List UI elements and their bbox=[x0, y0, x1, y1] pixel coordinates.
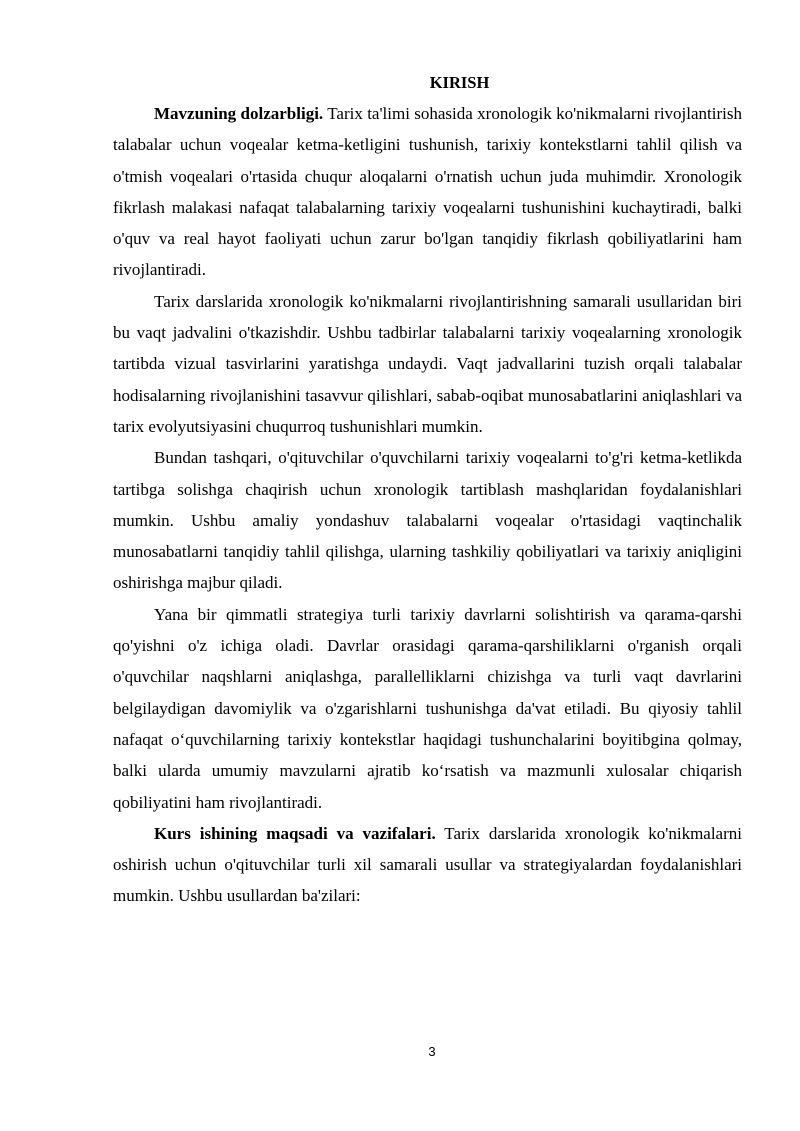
paragraph-comparison bbox=[113, 599, 742, 818]
paragraph-text-relevance: Tarix ta'limi sohasida xronologik ko'nikmalarni rivojlantirish talabalar uchun voqealar ketma-ketligini tushunish, tarixiy kontekstlarni tahlil qilish va o'tmish voqealari o'rtasida chuqur aloqalarni o'rnatish uchun juda muhimdir. Xronologik fikrlash malakasi nafaqat talabalarning tarixiy voqealarni tushunishini kuchaytiradi, balki o'quv va real hayot faoliyati uchun zarur bo'lgan tanqidiy fikrlash qobiliyatlarini ham rivojlantiradi. bbox=[113, 104, 742, 280]
paragraph-lead-relevance: Mavzuning dolzarbligi. bbox=[154, 104, 324, 123]
paragraph-text-timelines: Tarix darslarida xronologik ko'nikmalarni rivojlantirishning samarali usullaridan biri bu vaqt jadvalini o'tkazishdir. Ushbu tadbirlar talabalarni tarixiy voqealarning xronologik tartibda vizual tasvirlarini yaratishga undaydi. Vaqt jadvallarini tuzish orqali talabalar hodisalarning rivojlanishini tasavvur qilishlari, sabab-oqibat munosabatlarini aniqlashlari va tarix evolyutsiyasini chuqurroq tushunishlari mumkin. bbox=[113, 291, 742, 436]
paragraph-relevance bbox=[113, 98, 742, 286]
page-number: 3 bbox=[428, 1044, 436, 1059]
paragraph-text-sequencing: Bundan tashqari, o'qituvchilar o'quvchilarni tarixiy voqealarni to'g'ri ketma-ketlikda tartibga solishga chaqirish uchun xronologik tartiblash mashqlaridan foydalanishlari mumkin. Ushbu amaliy yondashuv talabalarni voqealar o'rtasidagi vaqtinchalik munosabatlarni tanqidiy tahlil qilishga, ularning tashkiliy qobiliyatlari va tarixiy aniqligini oshirishga majbur qiladi. bbox=[113, 448, 742, 593]
paragraph-text-goals: Tarix darslarida xronologik ko'nikmalarni oshirish uchun o'qituvchilar turli xil samarali usullar va strategiyalardan foydalanishlari mumkin. Ushbu usullardan ba'zilari: bbox=[113, 823, 742, 906]
document-page bbox=[113, 72, 742, 912]
paragraph-sequencing bbox=[113, 442, 742, 598]
paragraph-lead-goals: Kurs ishining maqsadi va vazifalari. bbox=[154, 823, 436, 843]
paragraph-timelines bbox=[113, 286, 742, 442]
paragraph-text-comparison: Yana bir qimmatli strategiya turli tarixiy davrlarni solishtirish va qarama-qarshi qo'yishni o'z ichiga oladi. Davrlar orasidagi qarama-qarshiliklarni o'rganish orqali o'quvchilar naqshlarni aniqlashga, parallelliklarni chizishga va turli vaqt davrlarini belgilaydigan davomiylik va o'zgarishlarni tushunishga da'vat etiladi. Bu qiyosiy tahlil nafaqat o‘quvchilarning tarixiy kontekstlar haqidagi tushunchalarini boyitibgina qolmay, balki ularda umumiy mavzularni ajratib ko‘rsatish va mazmunli xulosalar chiqarish qobiliyatini ham rivojlantiradi. bbox=[113, 604, 742, 812]
paragraph-goals bbox=[113, 818, 742, 912]
document-heading: KIRISH bbox=[429, 73, 490, 92]
